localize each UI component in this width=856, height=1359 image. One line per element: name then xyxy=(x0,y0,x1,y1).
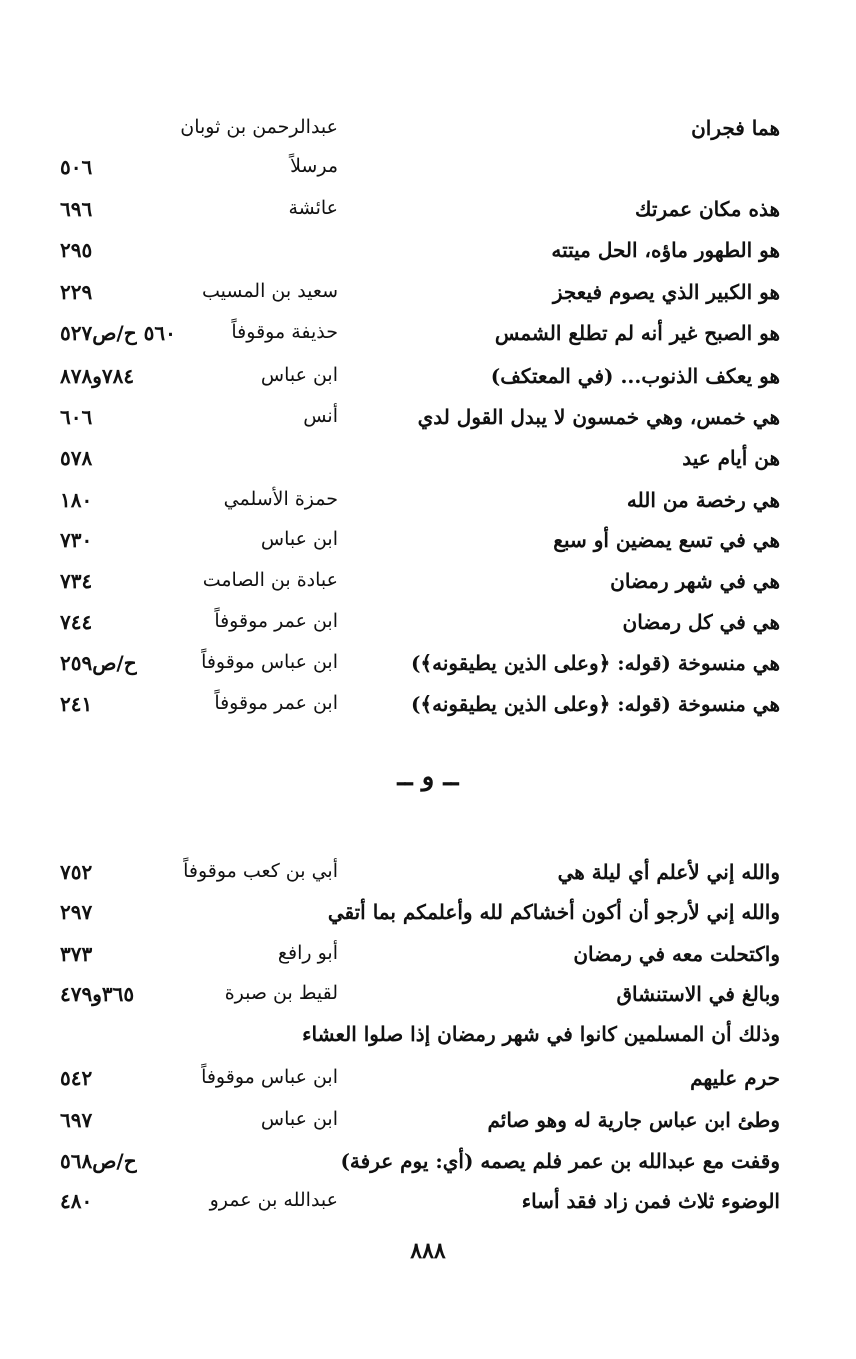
index-entry xyxy=(60,1108,780,1142)
index-entry xyxy=(60,1149,780,1183)
index-entry xyxy=(60,280,780,314)
page-reference: ٦٠٦ xyxy=(60,405,93,429)
index-entry xyxy=(60,982,780,1016)
hadith-phrase: وذلك أن المسلمين كانوا في شهر رمضان إذا صلوا العشاء xyxy=(302,1022,780,1046)
page-reference: ٧٨٤و٨٧٨ xyxy=(60,364,135,388)
narrator: حذيفة موقوفاً xyxy=(231,321,338,343)
hadith-phrase: الوضوء ثلاث فمن زاد فقد أساء xyxy=(521,1189,780,1213)
index-entry xyxy=(60,446,780,480)
index-entry xyxy=(60,569,780,603)
hadith-phrase: والله إني لأرجو أن أكون أخشاكم لله وأعلمكم بما أتقي xyxy=(327,900,780,924)
index-entry xyxy=(60,1066,780,1100)
narrator: ابن عباس xyxy=(260,528,338,550)
narrator: ابن عباس xyxy=(260,1108,338,1130)
page-reference: ٦٩٧ xyxy=(60,1108,93,1132)
index-entry xyxy=(60,321,780,355)
narrator: ابن عمر موقوفاً xyxy=(214,610,338,632)
hadith-phrase: وبالغ في الاستنشاق xyxy=(616,982,780,1006)
index-entry xyxy=(60,238,780,272)
index-entry xyxy=(60,651,780,685)
narrator: عبدالله بن عمرو xyxy=(209,1189,338,1211)
hadith-phrase: هو يعكف الذنوب... (في المعتكف) xyxy=(490,364,780,388)
narrator: أنس xyxy=(303,405,338,427)
index-entry xyxy=(60,1022,780,1056)
page-reference: ٧٣٠ xyxy=(60,528,93,552)
index-entry xyxy=(60,900,780,934)
index-entry xyxy=(60,116,780,150)
narrator: حمزة الأسلمي xyxy=(223,488,338,510)
narrator: سعيد بن المسيب xyxy=(201,280,338,302)
page-reference: ١٨٠ xyxy=(60,488,93,512)
page-reference: ٤٨٠ xyxy=(60,1189,93,1213)
section-letter-heading: ــ و ــ xyxy=(397,762,459,792)
hadith-phrase: حرم عليهم xyxy=(690,1066,780,1090)
page-reference: ٣٦٥و٤٧٩ xyxy=(60,982,135,1006)
page-reference: ٥٤٢ xyxy=(60,1066,93,1090)
hadith-phrase: هو الطهور ماؤه، الحل ميتته xyxy=(551,238,780,262)
page-reference: ٣٧٣ xyxy=(60,942,93,966)
narrator: مرسلاً xyxy=(290,155,338,177)
page-reference: ح/ص٢٥٩ xyxy=(60,651,137,675)
page-reference: ح/ص٥٦٨ xyxy=(60,1149,137,1173)
page-reference: ٧٥٢ xyxy=(60,860,93,884)
hadith-phrase: هن أيام عيد xyxy=(682,446,780,470)
hadith-phrase: وطئ ابن عباس جارية له وهو صائم xyxy=(487,1108,780,1132)
hadith-phrase: هي في شهر رمضان xyxy=(610,569,780,593)
narrator: ابن عباس موقوفاً xyxy=(201,1066,338,1088)
page-reference: ٧٤٤ xyxy=(60,610,93,634)
hadith-phrase: هو الكبير الذي يصوم فيعجز xyxy=(552,280,780,304)
hadith-phrase: هي منسوخة (قوله: ﴿وعلى الذين يطيقونه﴾) xyxy=(410,692,780,716)
index-entry xyxy=(60,364,780,398)
hadith-phrase: هي منسوخة (قوله: ﴿وعلى الذين يطيقونه﴾) xyxy=(410,651,780,675)
index-entry xyxy=(60,942,780,976)
page-reference: ٢٩٧ xyxy=(60,900,93,924)
index-entry xyxy=(60,155,780,189)
narrator: ابن عباس موقوفاً xyxy=(201,651,338,673)
narrator: عبادة بن الصامت xyxy=(202,569,338,591)
index-entry xyxy=(60,1189,780,1223)
hadith-phrase: هي رخصة من الله xyxy=(626,488,780,512)
hadith-phrase: هذه مكان عمرتك xyxy=(635,197,780,221)
hadith-phrase: هي خمس، وهي خمسون لا يبدل القول لدي xyxy=(417,405,780,429)
index-entry xyxy=(60,405,780,439)
page-reference: ٢٢٩ xyxy=(60,280,93,304)
narrator: عائشة xyxy=(288,197,338,219)
hadith-phrase: هي في تسع يمضين أو سبع xyxy=(553,528,780,552)
page-reference: ٢٤١ xyxy=(60,692,93,716)
narrator: ابن عباس xyxy=(260,364,338,386)
page-reference: ٢٩٥ xyxy=(60,238,93,262)
page-number: ٨٨٨ xyxy=(410,1238,446,1264)
page-reference: ٥٧٨ xyxy=(60,446,93,470)
narrator: ابن عمر موقوفاً xyxy=(214,692,338,714)
narrator: لقيط بن صبرة xyxy=(224,982,338,1004)
index-entry xyxy=(60,528,780,562)
index-entry xyxy=(60,488,780,522)
hadith-phrase: هي في كل رمضان xyxy=(622,610,780,634)
index-entry xyxy=(60,610,780,644)
narrator: أبي بن كعب موقوفاً xyxy=(183,860,338,882)
hadith-phrase: وقفت مع عبدالله بن عمر فلم يصمه (أي: يوم عرفة) xyxy=(340,1149,780,1173)
page-reference: ٥٦٠ ح/ص٥٢٧ xyxy=(60,321,176,345)
narrator: أبو رافع xyxy=(277,942,338,964)
page-reference: ٧٣٤ xyxy=(60,569,93,593)
index-entry xyxy=(60,860,780,894)
narrator: عبدالرحمن بن ثوبان xyxy=(180,116,338,138)
page-reference: ٦٩٦ xyxy=(60,197,93,221)
hadith-phrase: هما فجران xyxy=(691,116,780,140)
page-reference: ٥٠٦ xyxy=(60,155,93,179)
hadith-phrase: واكتحلت معه في رمضان xyxy=(573,942,780,966)
index-entry xyxy=(60,692,780,726)
hadith-phrase: والله إني لأعلم أي ليلة هي xyxy=(557,860,780,884)
index-entry xyxy=(60,197,780,231)
hadith-phrase: هو الصبح غير أنه لم تطلع الشمس xyxy=(494,321,780,345)
